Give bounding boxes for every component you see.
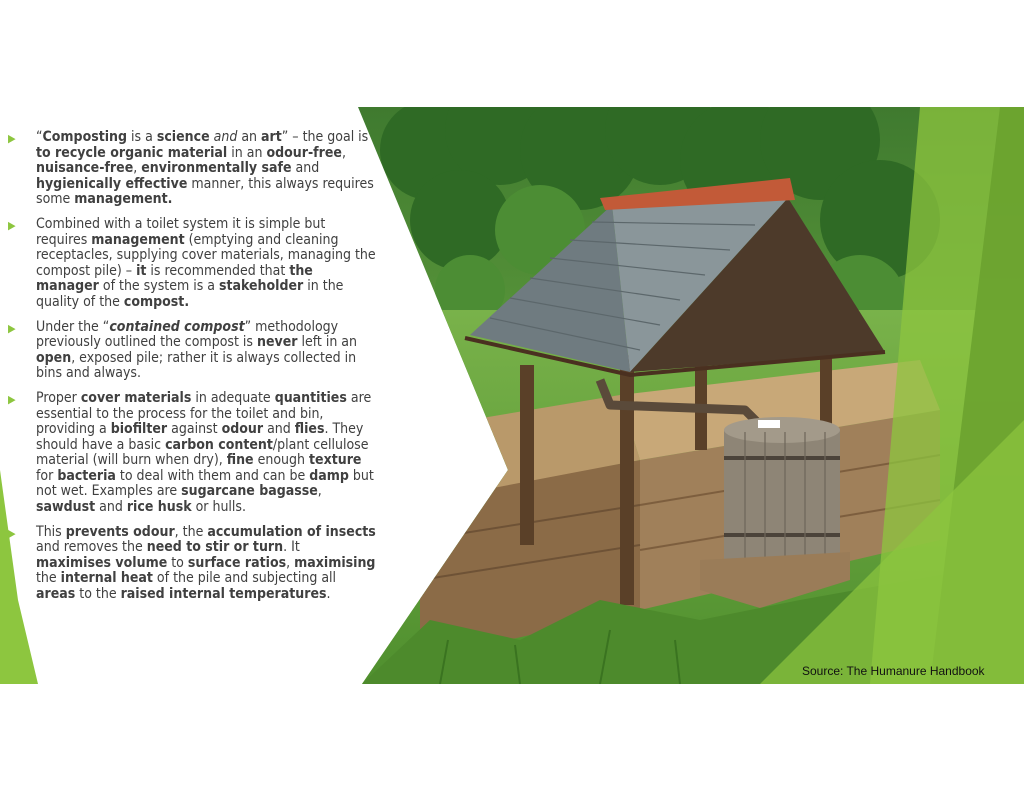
bullet-text-segment: of the system is a: [98, 278, 219, 295]
bullet-text-segment: for: [36, 467, 58, 484]
bullet-text-segment: odour-free: [266, 144, 342, 161]
bullet-text-segment: open: [36, 349, 72, 366]
bullet-text-segment: odour: [221, 421, 264, 438]
bullet-text-segment: rice husk: [126, 499, 192, 516]
bullet-text-segment: ,: [341, 144, 346, 161]
bullet-text-segment: ” – the goal is: [281, 129, 369, 145]
bullet-text-segment: an: [237, 129, 262, 145]
bullet-item: [8, 130, 378, 208]
bullet-marker-icon: ▶: [8, 321, 16, 335]
bullet-text-segment: , exposed pile; rather it is always collected in bins and always.: [36, 349, 357, 382]
bullet-text-segment: stakeholder: [219, 278, 304, 295]
bullet-text-segment: texture: [309, 452, 362, 469]
bullet-text-segment: fine: [226, 452, 254, 469]
bullet-text-segment: quantities: [274, 389, 347, 406]
bullet-text-segment: the: [36, 570, 61, 587]
bullet-text-segment: it: [136, 262, 147, 279]
bullet-text-segment: Combined with a toilet system it is simple but requires: [36, 215, 326, 248]
bullet-text-segment: , the: [174, 523, 208, 540]
bullet-text-segment: never: [256, 334, 298, 351]
bullet-text-segment: prevents odour: [65, 523, 175, 540]
bullet-text-segment: carbon content: [165, 436, 273, 453]
bullet-text-segment: are essential to the process for the toilet and bin, providing a: [36, 389, 372, 438]
bullet-item: [8, 217, 378, 311]
bullet-text-segment: biofilter: [110, 421, 168, 438]
bullet-text-segment: /plant cellulose material (will burn when dry),: [36, 436, 369, 469]
bullet-text-segment: “: [36, 129, 43, 145]
bullet-text-segment: to deal with them and can be: [115, 467, 310, 484]
bullet-item: [8, 320, 378, 382]
bullet-text-segment: to: [167, 554, 188, 571]
bullet-text-segment: accumulation of insects: [207, 523, 376, 540]
bullet-text-segment: Composting: [42, 129, 128, 145]
bullet-text-segment: bacteria: [57, 467, 116, 484]
bullet-text-segment: Proper: [36, 389, 81, 406]
bullet-text-segment: and: [291, 160, 320, 177]
bullet-marker-icon: ▶: [8, 218, 16, 232]
bullet-text-segment: flies: [294, 421, 325, 438]
bullet-text-segment: compost.: [123, 293, 190, 310]
bullet-text-segment: contained compost: [109, 318, 245, 335]
bullet-text-segment: ” methodology previously outlined the compost is: [36, 318, 339, 351]
bullet-text-segment: surface ratios: [187, 554, 287, 571]
bullet-marker-icon: ▶: [8, 392, 16, 406]
bullet-text-segment: and removes the: [36, 539, 147, 556]
bullet-text-segment: damp: [309, 467, 349, 484]
bullet-text-segment: maximises volume: [36, 554, 168, 571]
bullet-text-segment: hygienically effective: [36, 175, 188, 192]
bullet-list: [8, 130, 378, 612]
bullet-text-segment: in the quality of the: [36, 278, 344, 310]
bullet-text-segment: the manager: [36, 262, 313, 295]
bullet-text-segment: science: [156, 129, 210, 145]
bullet-text-segment: to recycle organic material: [36, 144, 228, 161]
bullet-text-segment: .: [326, 586, 331, 603]
bullet-text-segment: left in an: [297, 334, 358, 351]
bullet-text-segment: management: [91, 231, 185, 248]
bullet-text-segment: Under the “: [36, 318, 110, 335]
bullet-text-segment: and: [213, 129, 238, 145]
bullet-text-segment: in an: [227, 144, 267, 161]
bullet-text-segment: environmentally safe: [141, 160, 292, 177]
bullet-text-segment: need to stir or turn: [146, 539, 284, 556]
bullet-text-segment: and: [263, 421, 295, 438]
bullet-text-segment: raised internal temperatures: [120, 586, 327, 603]
bullet-text-segment: areas: [36, 586, 76, 603]
bullet-text-segment: This: [36, 523, 66, 540]
bullet-text-segment: maximising: [294, 554, 376, 571]
bullet-text-segment: and: [95, 499, 127, 516]
bullet-item: [8, 391, 378, 516]
bullet-text-segment: is recommended that: [146, 262, 290, 279]
bullet-text-segment: . It: [283, 539, 300, 556]
bullet-text-segment: manner, this always requires some: [36, 175, 374, 208]
bullet-marker-icon: ▶: [8, 526, 16, 540]
bullet-text-segment: of the pile and subjecting all: [152, 570, 337, 587]
bullet-text-segment: ,: [317, 483, 322, 500]
bullet-text-segment: in adequate: [191, 389, 275, 406]
bullet-text-segment: against: [167, 421, 222, 438]
bullet-text-segment: ,: [133, 160, 142, 177]
bullet-text-segment: internal heat: [60, 570, 153, 587]
bullet-text-segment: sawdust: [36, 499, 96, 516]
bullet-text-segment: is a: [127, 129, 157, 145]
bullet-text-segment: art: [261, 129, 282, 145]
bullet-item: [8, 525, 378, 603]
bullet-text-segment: but not wet. Examples are: [36, 467, 374, 500]
bullet-text-segment: ,: [286, 554, 295, 571]
bullet-text-segment: (emptying and cleaning receptacles, supplying cover materials, managing the compost pile) –: [36, 231, 376, 279]
bullet-text-segment: to the: [75, 586, 121, 603]
bullet-text-segment: nuisance-free: [36, 160, 134, 177]
bullet-text-segment: sugarcane bagasse: [181, 483, 318, 500]
bullet-text-segment: management.: [74, 191, 173, 208]
bullet-marker-icon: ▶: [8, 132, 16, 145]
bullet-text-segment: enough: [253, 452, 310, 469]
bullet-text-segment: . They should have a basic: [36, 421, 364, 453]
source-caption: Source: The Humanure Handbook: [802, 664, 985, 678]
bullet-text-segment: cover materials: [80, 389, 192, 406]
bullet-text-segment: or hulls.: [191, 499, 246, 516]
